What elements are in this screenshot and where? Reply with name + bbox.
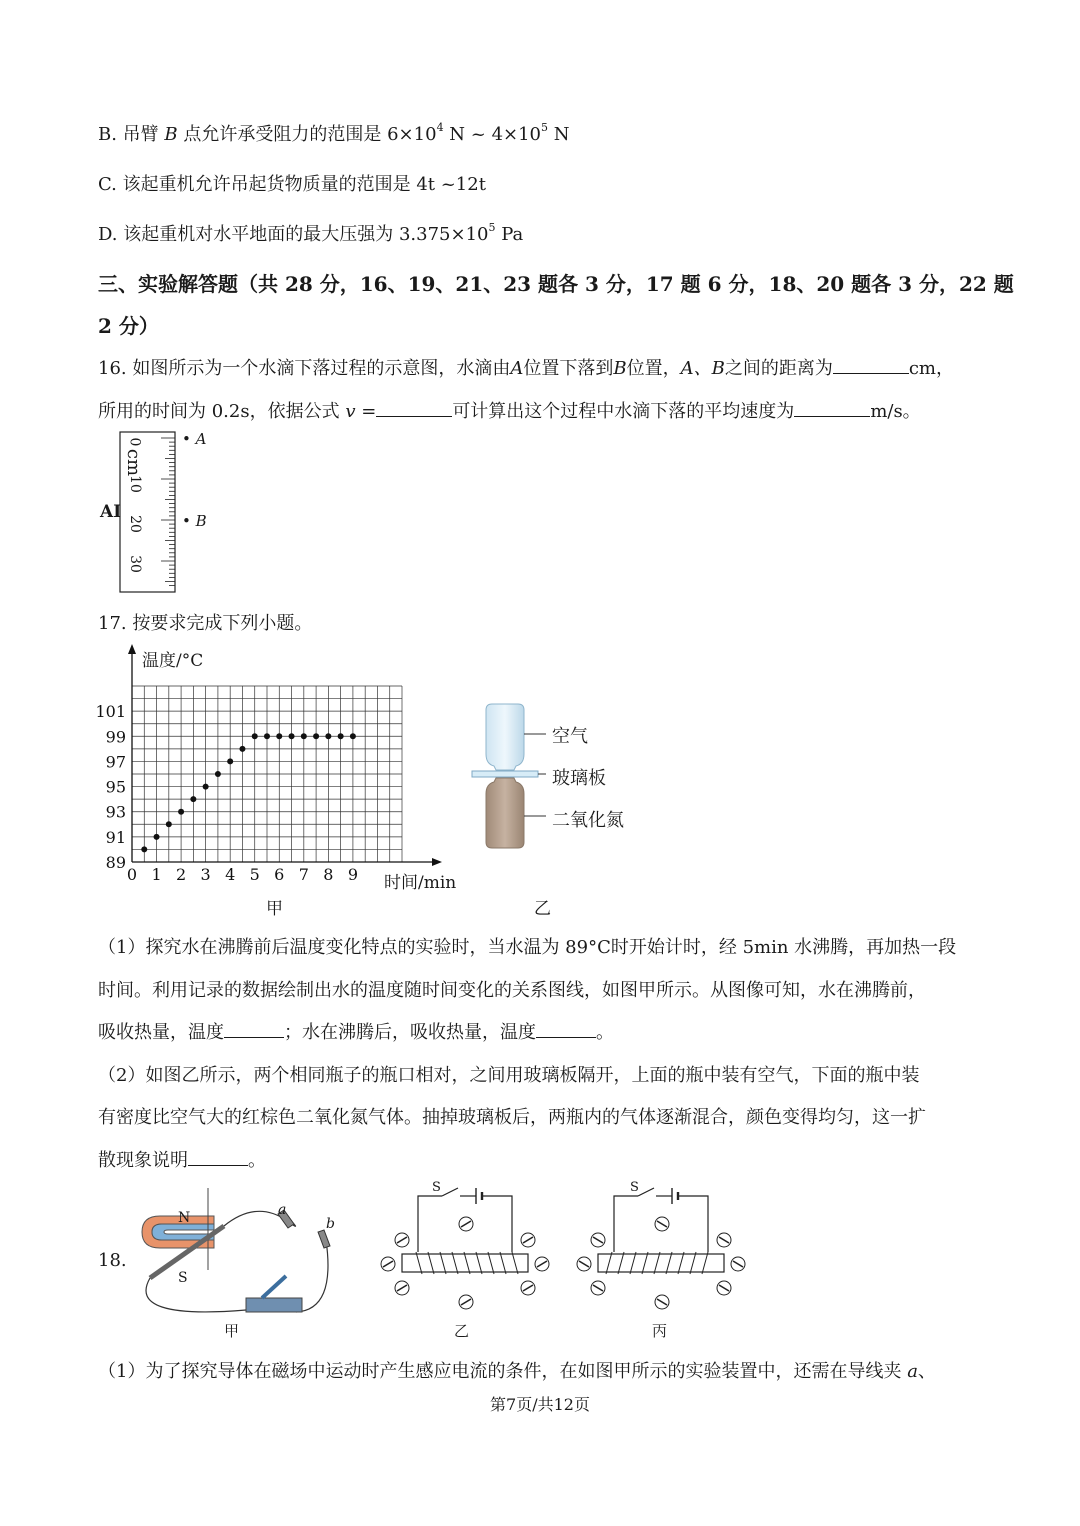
circuit-wire-left	[418, 1196, 442, 1252]
q16-line1	[98, 354, 954, 380]
q17-p2-line3-b: 。	[248, 1150, 266, 1171]
data-point	[338, 733, 344, 739]
option-d	[98, 220, 523, 246]
fig-jia-label: 甲	[266, 899, 283, 919]
compass-needle-icon	[655, 1217, 669, 1231]
bottle-label-glass: 玻璃板	[552, 768, 606, 789]
q18-number: 18.	[98, 1250, 127, 1271]
q17-intro: 17. 按要求完成下列小题。	[98, 613, 313, 634]
ruler-point-a: • A	[182, 430, 207, 448]
data-point	[141, 846, 147, 852]
fig18-jia-label: 甲	[224, 1322, 240, 1340]
clip-a-label: a	[278, 1202, 287, 1218]
option-d-text: D. 该起重机对水平地面的最大压强为	[98, 224, 394, 245]
switch-label-yi: S	[432, 1180, 441, 1195]
switch-s	[442, 1188, 458, 1196]
q16-line1-e: cm，	[908, 358, 954, 379]
section-3-heading-line1: 三、实验解答题（共 28 分，16、19、21、23 题各 3 分，17 题 6 分，18、20 题各 3 分，22 题	[98, 272, 1014, 296]
switch-base	[246, 1298, 302, 1312]
q17-p1-line3-c: 。	[596, 1022, 614, 1043]
option-b-exp-b: 5	[541, 121, 549, 134]
fig-yi-label: 乙	[534, 899, 551, 919]
compass-needle-icon	[717, 1233, 731, 1247]
option-c	[98, 170, 486, 196]
compass-needle-icon	[521, 1281, 535, 1295]
x-tick-label: 2	[175, 865, 187, 884]
option-b-exp-a: 4	[436, 121, 444, 134]
y-axis-arrow	[128, 644, 136, 654]
q17-p1-line3	[98, 1018, 614, 1044]
solenoid-figure-yi	[376, 1180, 556, 1345]
data-point	[166, 821, 172, 827]
q17-blank-before[interactable]	[224, 1021, 284, 1038]
data-point	[190, 796, 196, 802]
q16-line2-b: 可计算出这个过程中水滴下落的平均速度为	[452, 401, 795, 422]
glass-plate	[472, 771, 538, 777]
compass-needle-icon	[521, 1233, 535, 1247]
data-point	[215, 771, 221, 777]
q16-blank-formula[interactable]	[376, 400, 452, 417]
q16-point-a: A	[510, 358, 524, 379]
option-d-unit: Pa	[501, 224, 524, 245]
air-bottle	[486, 704, 524, 770]
option-b-formula-a: 6×10	[387, 124, 437, 145]
compass-needle-icon	[591, 1233, 605, 1247]
option-b-prefix: B. 吊臂	[98, 124, 159, 145]
data-point	[239, 746, 245, 752]
q17-p2-line1: （2）如图乙所示，两个相同瓶子的瓶口相对，之间用玻璃板隔开，上面的瓶中装有空气，下面的瓶中装	[98, 1065, 920, 1086]
q16-line2-a: 所用的时间为 0.2s，依据公式	[98, 401, 340, 422]
compass-needle-icon	[535, 1257, 549, 1271]
data-point	[178, 809, 184, 815]
option-d-exp: 5	[488, 221, 496, 234]
option-b-text: 点允许承受阻力的范围是	[183, 124, 382, 145]
magnet-s-label: S	[178, 1270, 188, 1286]
x-tick-label: 6	[274, 865, 285, 884]
solenoid-yi-svg	[376, 1180, 556, 1315]
q17-p1-line3-b: ；水在沸腾后，吸收热量，温度	[284, 1022, 536, 1043]
x-tick-label: 5	[249, 865, 260, 884]
data-point	[350, 733, 356, 739]
q16-ab: A、B	[680, 358, 725, 379]
induction-figure	[136, 1180, 376, 1345]
compass-needle-icon	[577, 1257, 591, 1271]
page-footer: 第7页/共12页	[490, 1395, 590, 1414]
option-c-text: C. 该起重机允许吊起货物质量的范围是	[98, 174, 411, 195]
q18-p1-a: a	[907, 1361, 918, 1382]
compass-needle-icon	[381, 1257, 395, 1271]
data-point	[301, 733, 307, 739]
data-point	[313, 733, 319, 739]
ruler-unit: cm	[123, 448, 145, 477]
compass-needle-icon	[459, 1217, 473, 1231]
option-b	[98, 120, 570, 146]
q17-p1-line3-a: 吸收热量，温度	[98, 1022, 224, 1043]
switch-label-bing: S	[630, 1180, 639, 1195]
q18-p1-text: （1）为了探究导体在磁场中运动时产生感应电流的条件，在如图甲所示的实验装置中，还需在导线夹	[98, 1361, 902, 1382]
option-b-unit-b: N	[553, 124, 570, 145]
q17-p1-line2: 时间。利用记录的数据绘制出水的温度随时间变化的关系图线，如图甲所示。从图像可知，水在沸腾前，	[98, 980, 926, 1001]
no2-bottle	[486, 778, 524, 848]
data-point	[325, 733, 331, 739]
data-point	[276, 733, 282, 739]
ruler-figure	[96, 428, 226, 598]
compass-needle-icon	[459, 1295, 473, 1309]
x-tick-label: 8	[323, 865, 334, 884]
q17-p1-line1: （1）探究水在沸腾前后温度变化特点的实验时，当水温为 89°C时开始计时，经 5min 水沸腾，再加热一段	[98, 937, 957, 958]
x-tick-label: 0	[126, 865, 138, 884]
ruler-tick-10: 10	[126, 475, 143, 493]
y-tick-label: 101	[96, 702, 126, 722]
x-tick-label: 3	[200, 865, 211, 884]
data-point	[289, 733, 295, 739]
ruler-point-b: • B	[182, 512, 207, 530]
ruler-side-label: AI	[100, 502, 122, 522]
q16-point-b: B	[613, 358, 627, 379]
option-b-unit-a: N ~ 4×10	[449, 124, 542, 145]
q17-blank-diffusion[interactable]	[188, 1149, 248, 1166]
circuit-wire-right	[678, 1196, 708, 1252]
q16-blank-distance[interactable]	[833, 357, 909, 374]
data-point	[203, 784, 209, 790]
induction-svg	[136, 1180, 376, 1345]
option-c-formula: 4t ~12t	[416, 174, 486, 195]
q16-line1-d: 之间的距离为	[724, 358, 833, 379]
q16-line1-b: 位置下落到	[523, 358, 614, 379]
bottle-label-air: 空气	[552, 726, 588, 747]
x-tick-label: 7	[298, 865, 309, 884]
fig18-yi-label: 乙	[454, 1322, 470, 1340]
y-tick-label: 91	[105, 827, 126, 847]
compass-needle-icon	[731, 1257, 745, 1271]
compass-needle-icon	[655, 1295, 669, 1309]
compass-needle-icon	[395, 1281, 409, 1295]
magnet-n-label: N	[178, 1210, 191, 1226]
ruler-tick-20: 20	[126, 515, 143, 533]
bottle-figure	[470, 700, 650, 920]
y-tick-label: 97	[105, 752, 126, 772]
section-3-heading-line2: 2 分）	[98, 314, 159, 338]
temperature-chart	[96, 640, 476, 920]
data-point	[154, 834, 160, 840]
solenoid-bing-svg	[572, 1180, 752, 1315]
q18-p1-end: 、	[917, 1361, 936, 1382]
q16-line1-c: 位置，	[626, 358, 681, 379]
chart-ylabel: 温度/°C	[142, 651, 204, 671]
data-point	[252, 733, 258, 739]
q17-p2-line2: 有密度比空气大的红棕色二氧化氮气体。抽掉玻璃板后，两瓶内的气体逐渐混合，颜色变得均匀，这一扩	[98, 1107, 926, 1128]
q17-p2-line3-a: 散现象说明	[98, 1150, 188, 1171]
x-tick-label: 1	[151, 865, 162, 884]
q16-line2	[98, 397, 921, 423]
chart-grid	[132, 686, 402, 862]
data-point	[264, 733, 270, 739]
q17-p2-line3	[98, 1146, 266, 1172]
q16-v: v =	[345, 401, 377, 422]
clip-b-icon	[318, 1230, 330, 1248]
compass-needle-icon	[591, 1281, 605, 1295]
x-tick-label: 4	[225, 865, 236, 884]
clip-b-label: b	[326, 1216, 335, 1232]
q17-blank-after[interactable]	[536, 1021, 596, 1038]
circuit-wire-left	[614, 1196, 638, 1252]
compass-needle-icon	[395, 1233, 409, 1247]
fig18-bing-label: 丙	[652, 1322, 668, 1340]
y-tick-label: 95	[105, 777, 126, 797]
bottle-label-no2: 二氧化氮	[552, 810, 624, 831]
solenoid-figure-bing	[572, 1180, 752, 1345]
x-tick-label: 9	[347, 865, 359, 884]
circuit-wire-right	[482, 1196, 512, 1252]
chart-xlabel: 时间/min	[384, 873, 457, 893]
x-axis-arrow	[432, 858, 442, 866]
q16-blank-speed[interactable]	[794, 400, 870, 417]
option-d-formula: 3.375×10	[398, 224, 489, 245]
ruler-tick-30: 30	[126, 555, 143, 573]
q18-p1	[98, 1357, 936, 1383]
switch-s	[638, 1188, 654, 1196]
option-b-point: B	[164, 124, 178, 145]
y-tick-label: 99	[105, 727, 126, 747]
q16-line2-c: m/s。	[870, 401, 921, 422]
switch-blade	[262, 1276, 286, 1298]
q16-line1-a: 16. 如图所示为一个水滴下落过程的示意图，水滴由	[98, 358, 511, 379]
y-tick-label: 89	[105, 853, 126, 872]
data-point	[227, 758, 233, 764]
y-tick-label: 93	[105, 802, 126, 822]
compass-needle-icon	[717, 1281, 731, 1295]
ruler-tick-0: 0	[126, 437, 143, 447]
